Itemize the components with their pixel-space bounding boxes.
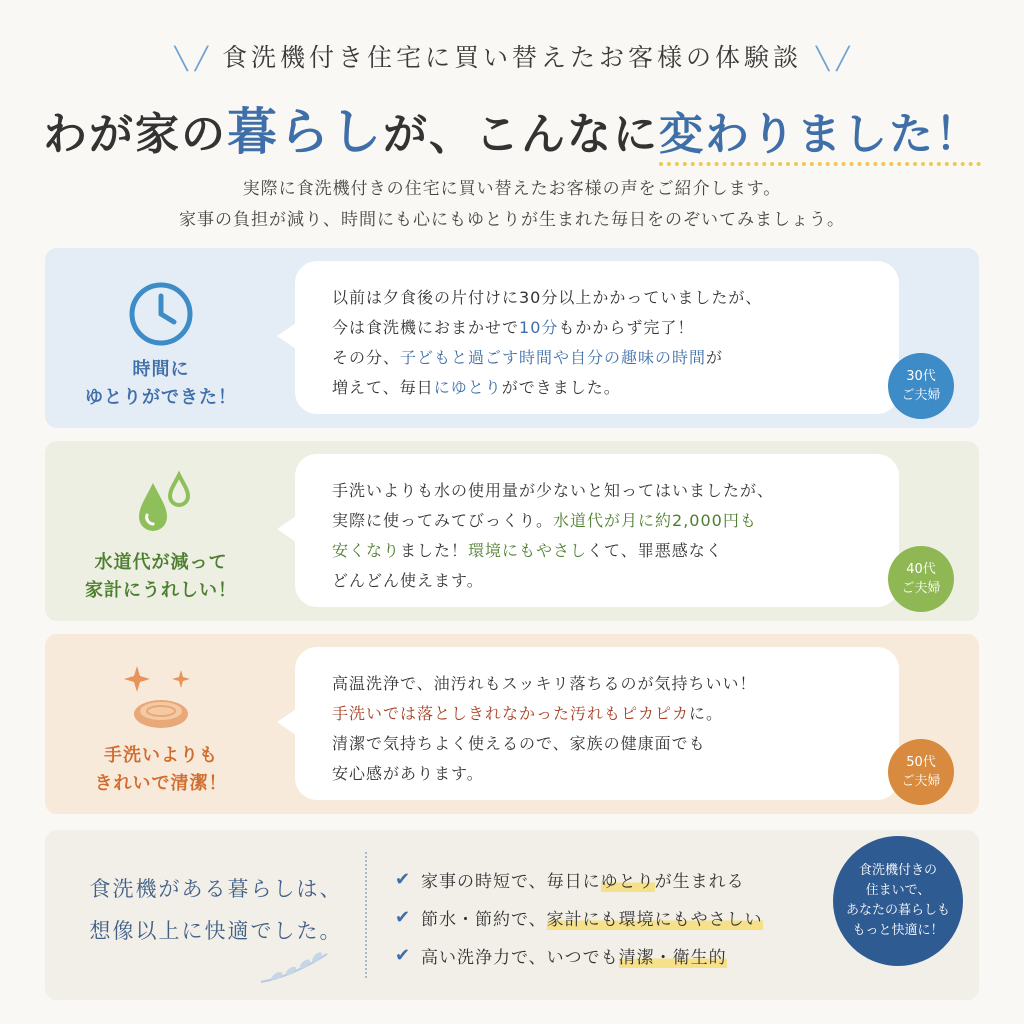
benefit-item: ✔ 家事の時短で、毎日に ゆとり が生まれる xyxy=(395,868,745,892)
age-badge: 30代 ご夫婦 xyxy=(888,353,954,419)
benefit-item: ✔ 高い洗浄力で、いつでも 清潔・衛生的 xyxy=(395,944,727,968)
check-icon: ✔ xyxy=(395,906,412,928)
accent-dash-icon: ╲ ╱ xyxy=(816,47,850,72)
card-label-line: 手洗いよりも xyxy=(104,745,218,766)
summary-quote xyxy=(71,868,361,952)
divider xyxy=(365,852,367,978)
card-label xyxy=(45,549,277,605)
testimonial-text xyxy=(332,476,892,596)
text-line: 実際に使ってみてびっくり。水道代が月に約2,000円も xyxy=(332,511,757,530)
intro-line: 家事の負担が減り、時間にも心にもゆとりが生まれた毎日をのぞいてみましょう。 xyxy=(179,210,845,230)
age-badge: 40代 ご夫婦 xyxy=(888,546,954,612)
text-line: 安心感があります。 xyxy=(332,764,484,783)
speech-bubble xyxy=(295,454,899,607)
headline xyxy=(0,92,1024,164)
headline-accent: 暮らし xyxy=(227,103,383,161)
card-label-line: ゆとりができた！ xyxy=(85,387,237,408)
testimonial-card-clean xyxy=(45,634,979,814)
highlight: 家計にも環境にもやさしい xyxy=(547,905,763,930)
highlight: 落としきれなかった汚れもピカピカ xyxy=(417,704,690,723)
headline-accent-underlined: 変わりました！ xyxy=(659,109,981,166)
cta-circle: 食洗機付きの 住まいで、 あなたの暮らしも もっと快適に！ xyxy=(833,836,963,966)
testimonial-card-time xyxy=(45,248,979,428)
card-label-line: 時間に xyxy=(132,359,190,380)
text-line: 手洗いでは落としきれなかった汚れもピカピカに。 xyxy=(332,704,724,723)
headline-part: が、こんなに xyxy=(383,109,659,160)
highlight: 子どもと過ごす時間や自分の趣味の時間 xyxy=(400,348,707,367)
laurel-icon xyxy=(257,946,337,986)
testimonial-text xyxy=(332,283,892,403)
highlight: ゆとり xyxy=(601,867,655,892)
eyebrow-text: 食洗機付き住宅に買い替えたお客様の体験談 xyxy=(221,43,802,72)
text-line: どんどん使えます。 xyxy=(332,571,484,590)
intro-line: 実際に食洗機付きの住宅に買い替えたお客様の声をご紹介します。 xyxy=(242,179,782,199)
sparkling-dish-icon xyxy=(123,662,199,738)
text-line: 今は食洗機におまかせで10分もかからず完了！ xyxy=(332,318,695,337)
summary-panel xyxy=(45,830,979,1000)
clock-icon xyxy=(123,276,199,352)
card-label-line: 水道代が減って xyxy=(94,552,228,573)
accent-dash-icon: ╲ ╱ xyxy=(174,47,208,72)
highlight: 10分 xyxy=(519,318,559,337)
speech-bubble xyxy=(295,647,899,800)
text-line: 手洗いよりも水の使用量が少ないと知ってはいましたが、 xyxy=(332,481,775,500)
speech-bubble xyxy=(295,261,899,414)
highlight: 水道代が月に約2,000円も xyxy=(553,511,757,530)
testimonial-text xyxy=(332,669,892,789)
eyebrow-title xyxy=(0,38,1024,74)
benefit-item: ✔ 節水・節約で、 家計にも環境にもやさしい xyxy=(395,906,763,930)
testimonial-card-water xyxy=(45,441,979,621)
headline-part: わが家の xyxy=(43,109,227,160)
intro-text xyxy=(0,174,1024,236)
card-label xyxy=(45,356,277,412)
highlight: 安くなり xyxy=(332,541,401,560)
benefit-list xyxy=(395,860,763,974)
card-label-line: きれいで清潔！ xyxy=(94,773,228,794)
text-line: 増えて、毎日にゆとりができました。 xyxy=(332,378,621,397)
card-label xyxy=(45,742,277,798)
highlight: 清潔・衛生的 xyxy=(619,943,727,968)
check-icon: ✔ xyxy=(395,868,412,890)
card-label-line: 家計にうれしい！ xyxy=(85,580,237,601)
text-line: 清潔で気持ちよく使えるので、家族の健康面でも xyxy=(332,734,706,753)
water-drops-icon xyxy=(123,469,199,545)
check-icon: ✔ xyxy=(395,944,412,966)
text-line: その分、子どもと過ごす時間や自分の趣味の時間が xyxy=(332,348,724,367)
highlight: 環境にもやさし xyxy=(468,541,588,560)
quote-line: 食洗機がある暮らしは、 xyxy=(89,877,343,901)
text-line: 安くなりました！環境にもやさしくて、罪悪感なく xyxy=(332,541,723,560)
text-line: 以前は夕食後の片付けに30分以上かかっていましたが、 xyxy=(332,288,763,307)
quote-line: 想像以上に快適でした。 xyxy=(89,919,343,943)
highlight: にゆとり xyxy=(433,378,502,397)
text-line: 高温洗浄で、油汚れもスッキリ落ちるのが気持ちいい！ xyxy=(332,674,757,693)
age-badge: 50代 ご夫婦 xyxy=(888,739,954,805)
